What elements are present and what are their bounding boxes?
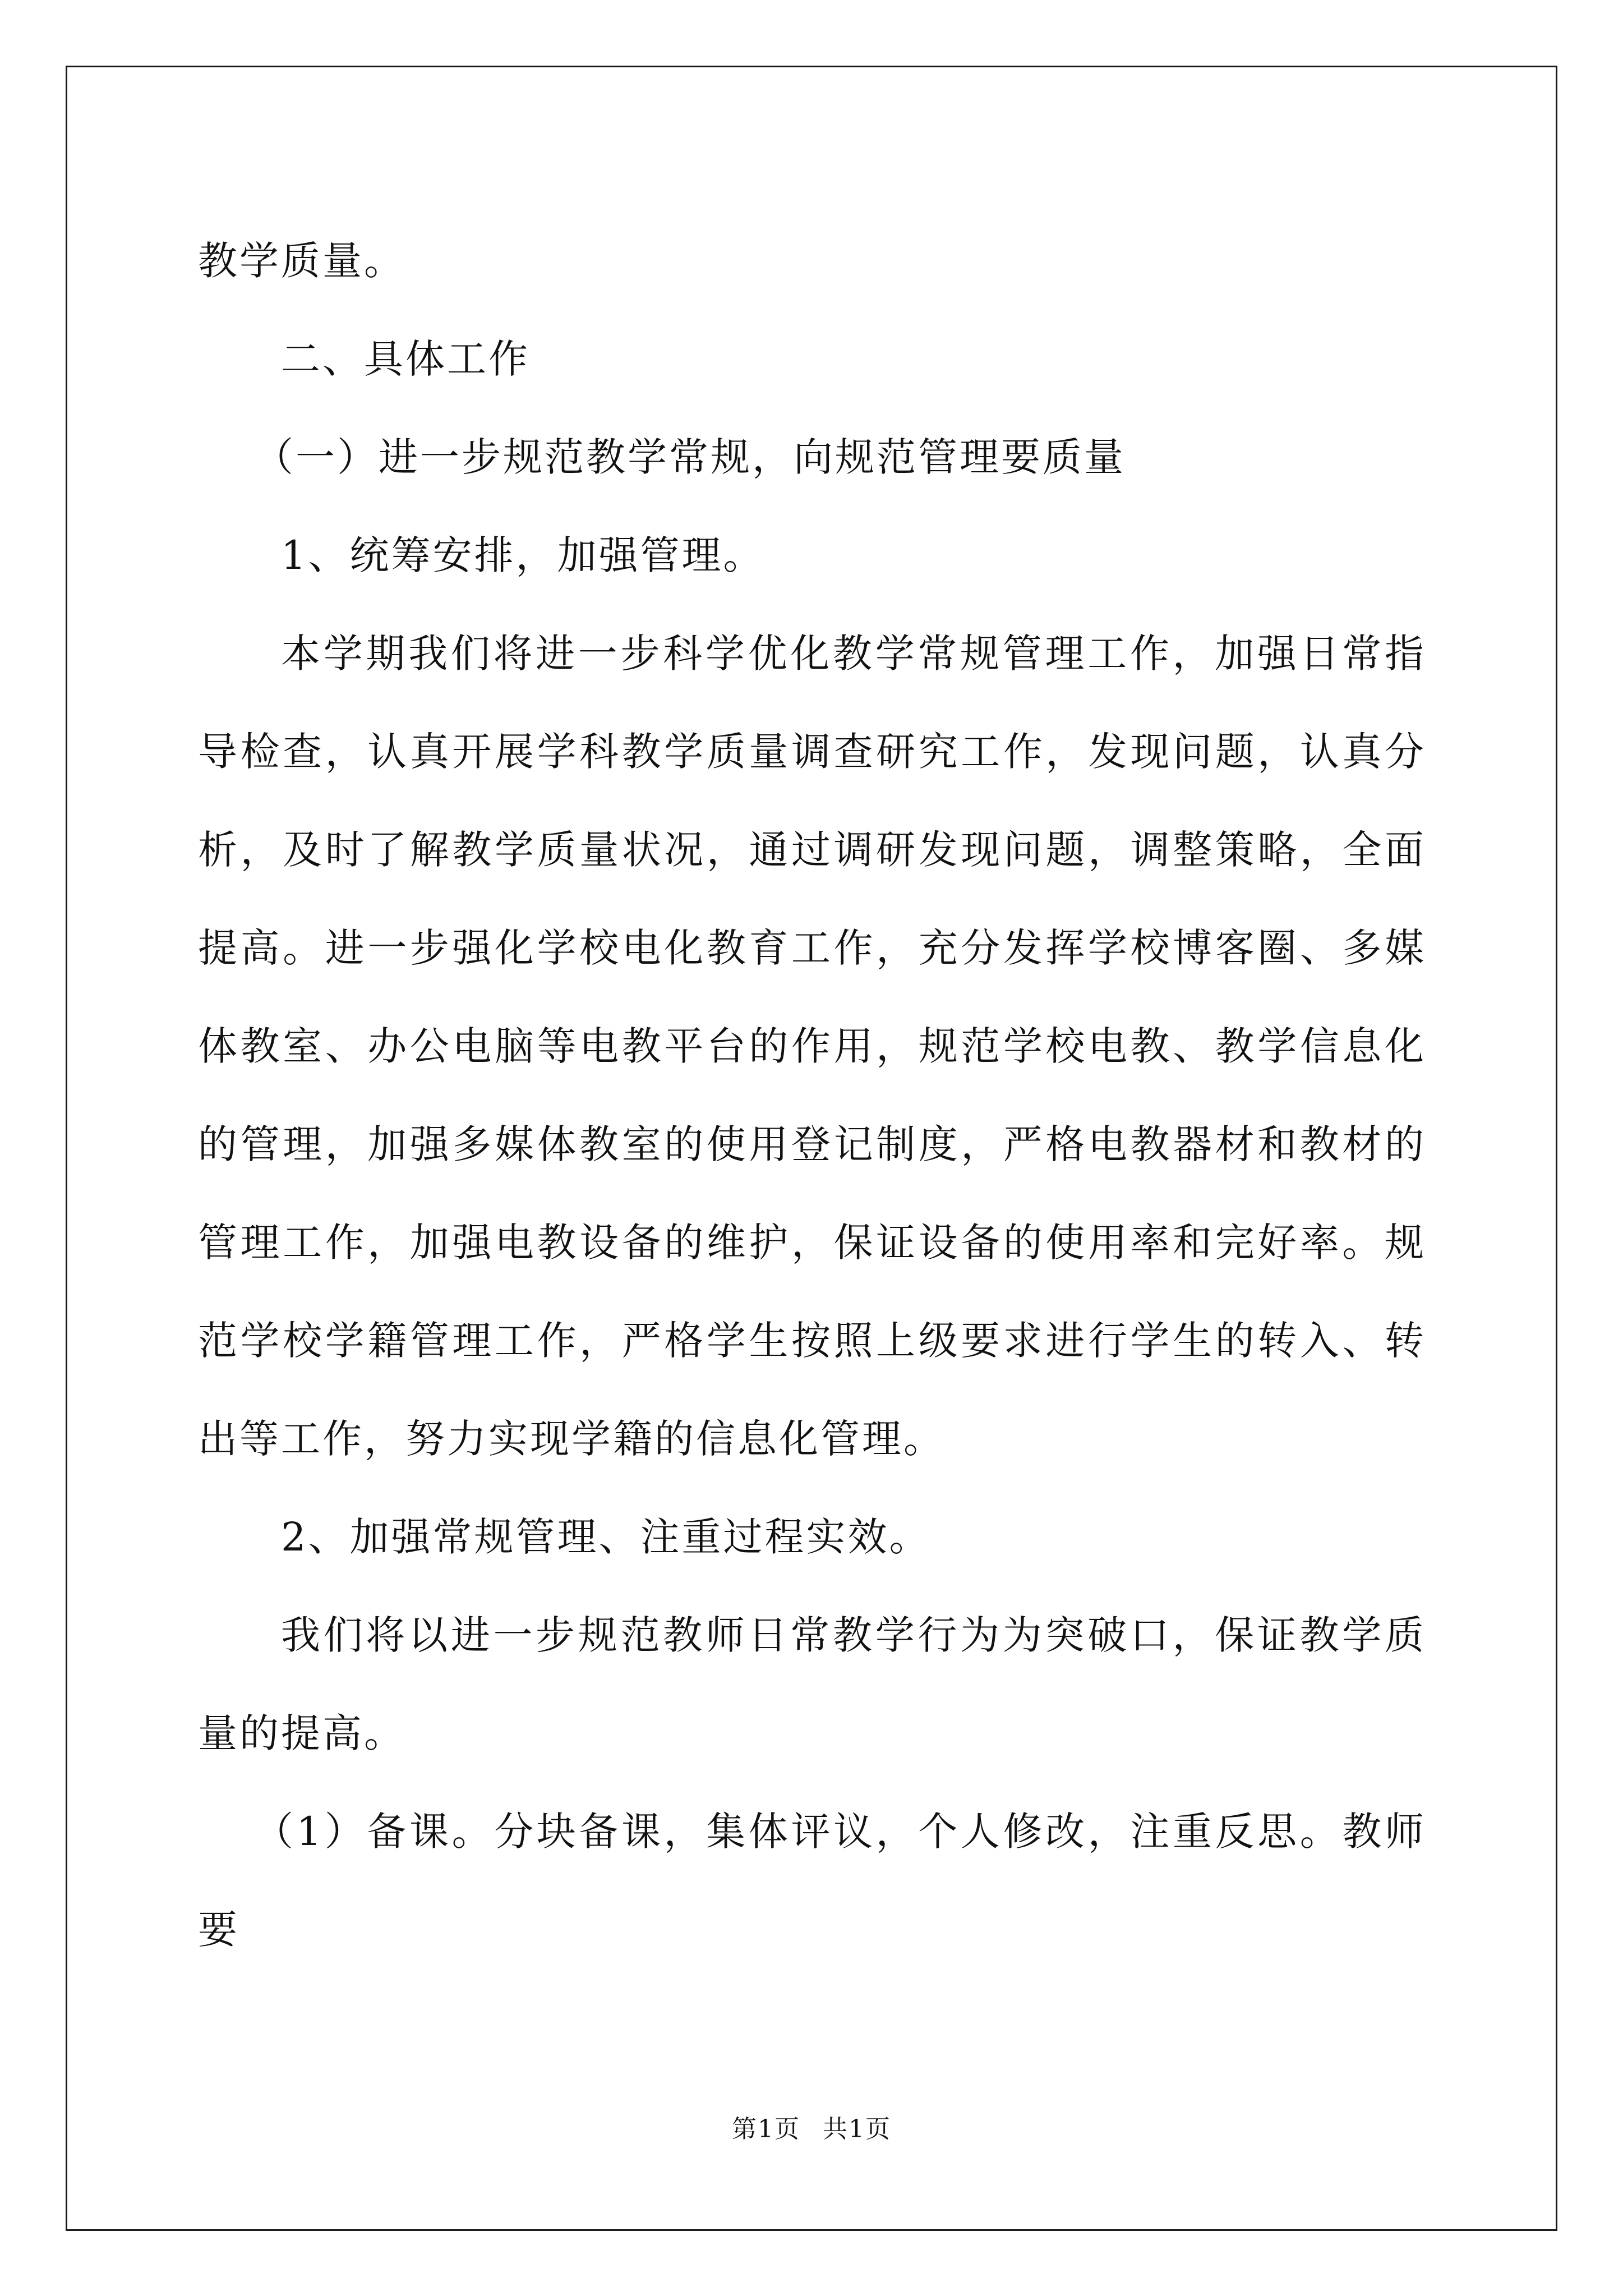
paragraph-continuation: 教学质量。 [198,238,405,284]
paragraph-lesson-prep: （1）备课。分块备课，集体评议，个人修改，注重反思。教师要 [198,1809,1426,1953]
paragraph-body-2: 我们将以进一步规范教师日常教学行为为突破口，保证教学质量的提高。 [198,1612,1426,1756]
page-number: 第1页 [732,2115,800,2143]
section-heading: 二、具体工作 [281,336,530,382]
page-total: 共1页 [823,2115,891,2143]
subsection-heading: （一）进一步规范教学常规，向规范管理要质量 [254,434,1126,480]
page-footer [0,2113,1623,2146]
item-heading-2: 2、加强常规管理、注重过程实效。 [281,1514,931,1560]
item-heading-1: 1、统筹安排，加强管理。 [281,532,765,578]
paragraph-body: 本学期我们将进一步科学优化教学常规管理工作，加强日常指导检查，认真开展学科教学质量调查研究工作，发现问题，认真分析，及时了解教学质量状况，通过调研发现问题，调整策略，全面提高。进一步强化学校电化教育工作，充分发挥学校博客圈、多媒体教室、办公电脑等电教平台的作用，规范学校电教、教学信息化的管理，加强多媒体教室的使用登记制度，严格电教器材和教材的管理工作，加强电教设备的维护，保证设备的使用率和完好率。规范学校学籍管理工作，严格学生按照上级要求进行学生的转入、转出等工作，努力实现学籍的信息化管理。 [198,631,1426,1462]
document-body [198,212,1426,1979]
